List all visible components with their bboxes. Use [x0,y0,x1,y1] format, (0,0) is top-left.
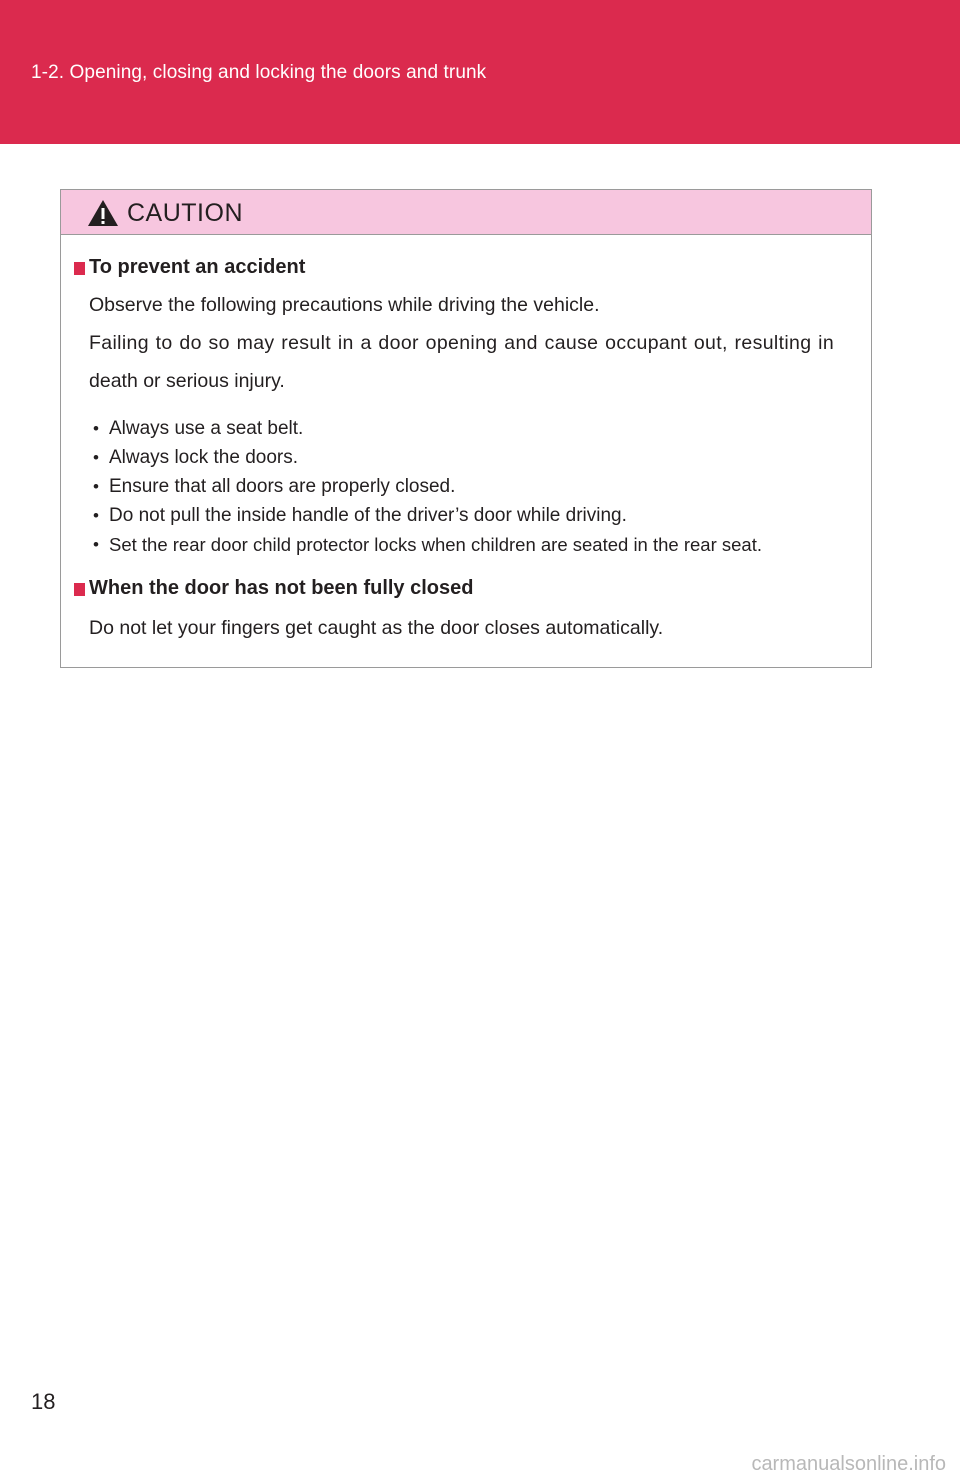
paragraph: Failing to do so may result in a door opening and cause occupant out, resulting in [89,332,835,354]
section-marker-icon [74,583,85,596]
bullet-item: Do not pull the inside handle of the driver’s door while driving. [109,505,627,526]
bullet-icon: • [93,448,99,467]
bullet-icon: • [93,535,99,554]
paragraph: Observe the following precautions while driving the vehicle. [89,294,600,316]
bullet-icon: • [93,477,99,496]
bullet-item: Always lock the doors. [109,447,299,468]
paragraph: death or serious injury. [89,370,285,392]
bullet-icon: • [93,419,99,438]
bullet-icon: • [93,506,99,525]
warning-triangle-icon [87,199,119,227]
paragraph: Do not let your fingers get caught as the door closes automatically. [89,617,664,639]
section-marker-icon [74,262,85,275]
section-heading: When the door has not been fully closed [89,577,474,599]
bullet-item: Ensure that all doors are properly closed. [109,476,456,497]
section-heading: To prevent an accident [89,256,306,278]
section-title: 1-2. Opening, closing and locking the doors and trunk [31,62,487,83]
watermark: carmanualsonline.info [751,1453,946,1475]
caution-label: CAUTION [127,199,243,227]
bullet-item: Always use a seat belt. [109,418,304,439]
bullet-item: Set the rear door child protector locks when children are seated in the rear seat. [109,534,762,555]
caution-box [60,189,872,668]
header-band [0,0,960,144]
page-number: 18 [31,1389,56,1414]
caution-header [61,190,871,235]
